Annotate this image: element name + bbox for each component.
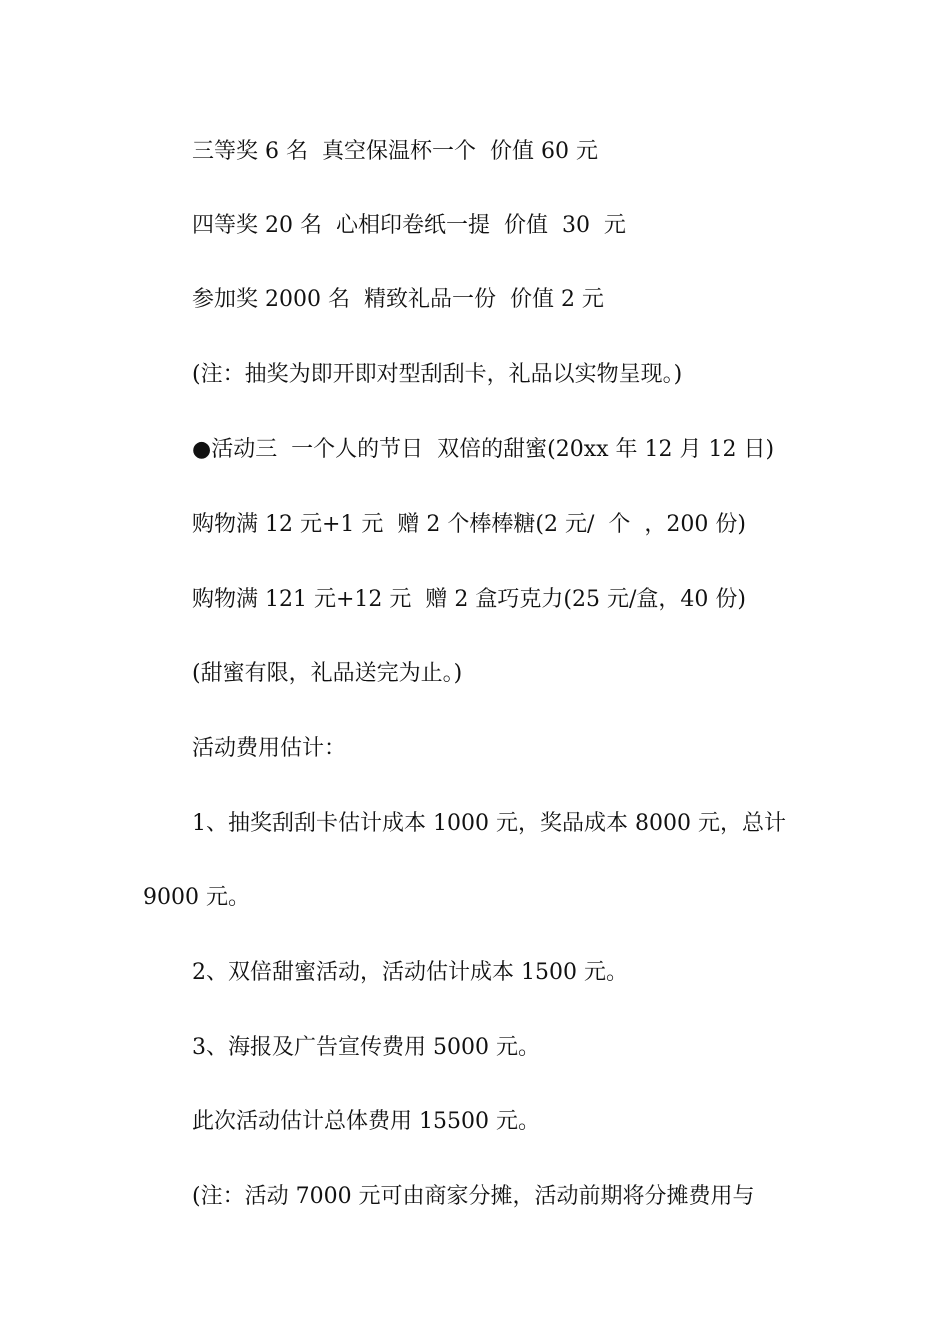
text-line-total-cost: 此次活动估计总体费用 15500 元。 xyxy=(192,1109,540,1134)
text-line-participation-prize: 参加奖 2000 名 精致礼品一份 价值 2 元 xyxy=(192,287,604,312)
text-line-third-prize: 三等奖 6 名 真空保温杯一个 价值 60 元 xyxy=(192,139,598,164)
text-line-chocolate-offer: 购物满 121 元+12 元 赠 2 盒巧克力(25 元/盒，40 份) xyxy=(192,587,746,612)
text-line-merchant-share-note: (注：活动 7000 元可由商家分摊，活动前期将分摊费用与 xyxy=(192,1184,755,1209)
text-line-activity-three-heading: ●活动三 一个人的节日 双倍的甜蜜(20xx 年 12 月 12 日) xyxy=(192,437,775,462)
text-line-lottery-note: (注：抽奖为即开即对型刮刮卡，礼品以实物呈现。) xyxy=(192,362,683,387)
text-line-sweet-limited-note: (甜蜜有限，礼品送完为止。) xyxy=(192,661,463,686)
text-line-cost-item-3: 3、海报及广告宣传费用 5000 元。 xyxy=(192,1035,540,1060)
text-line-cost-item-2: 2、双倍甜蜜活动，活动估计成本 1500 元。 xyxy=(192,960,628,985)
text-line-cost-item-1: 1、抽奖刮刮卡估计成本 1000 元，奖品成本 8000 元，总计 xyxy=(192,811,786,836)
text-line-fourth-prize: 四等奖 20 名 心相印卷纸一提 价值 30 元 xyxy=(192,213,626,238)
text-line-cost-estimate-heading: 活动费用估计： xyxy=(192,736,347,761)
text-line-lollipop-offer: 购物满 12 元+1 元 赠 2 个棒棒糖(2 元/ 个 ，200 份) xyxy=(192,512,746,537)
text-line-cost-item-1-continued: 9000 元。 xyxy=(143,885,250,910)
